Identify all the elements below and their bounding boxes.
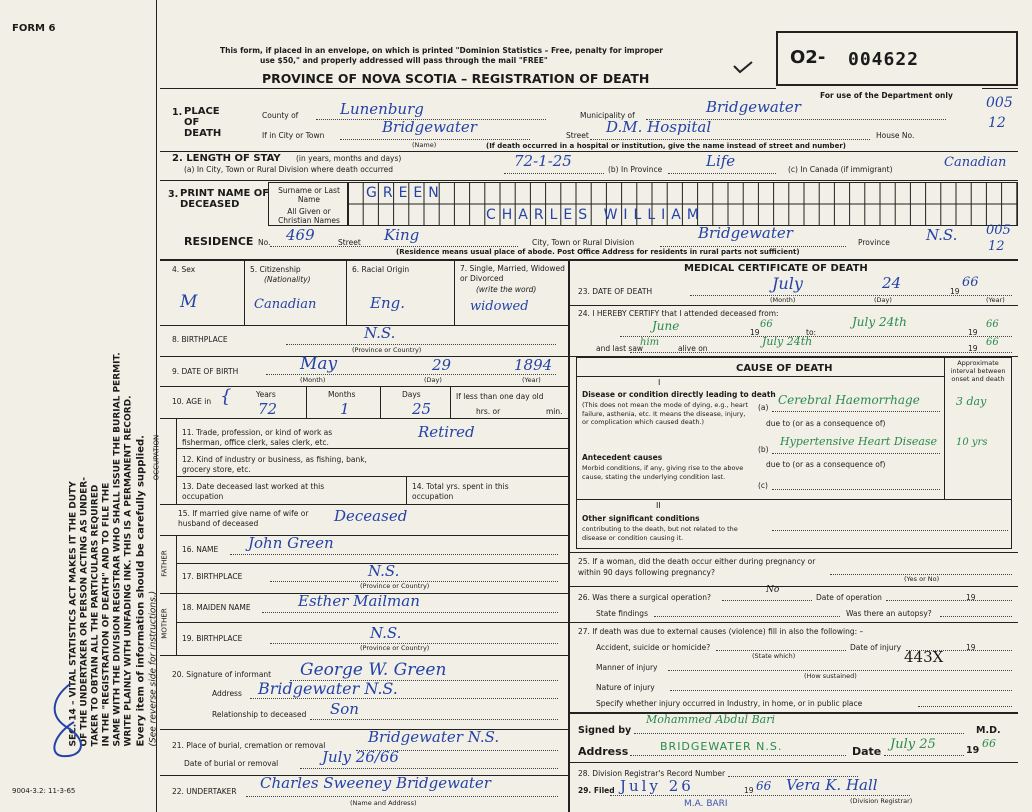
maiden-line [262, 612, 558, 613]
from-yr-prefix: 19 [750, 328, 760, 337]
col-line [380, 386, 381, 418]
cause-b: Hypertensive Heart Disease [780, 435, 938, 448]
municipality-label: Municipality of [580, 111, 635, 120]
direct-note: (This does not mean the mode of dying, e.g., heart failure, asthenia, etc. It means the disease, injury, or complication which caused death.) [582, 401, 749, 426]
cause-a-interval: 3 day [956, 395, 987, 408]
undertaker-line [246, 796, 558, 797]
burial-date: July 26/66 [322, 748, 399, 766]
dod-year-prefix: 19 [950, 287, 960, 296]
county-label: County of [262, 111, 299, 120]
stay-b-line [668, 173, 776, 174]
burial-place-label: 21. Place of burial, cremation or removal [172, 741, 326, 750]
stay-sub: (in years, months and days) [296, 154, 402, 163]
mail-notice-1: This form, if placed in an envelope, on which is printed "Dominion Statistics – Free, penalty for improper [220, 46, 663, 55]
manner-line [668, 670, 1012, 671]
q15-value: Deceased [334, 507, 408, 525]
side-line: OF THE UNDERTAKER OR PERSON ACTING AS UNDER- [79, 477, 90, 747]
cit-value: Canadian [254, 297, 317, 312]
side-line: SEC. 14 – VITAL STATISTICS ACT MAKES IT THE DUTY [68, 481, 79, 747]
occupation-side: OCCUPATION [152, 434, 161, 481]
cause-title: CAUSE OF DEATH [736, 363, 833, 374]
hrs-label: hrs. or [476, 407, 501, 416]
how-sustained: (How sustained) [804, 672, 857, 680]
informant-label: 20. Signature of informant [172, 670, 272, 679]
part-two: II [656, 501, 661, 510]
to-value: July 24th [852, 315, 907, 329]
rule [160, 180, 1018, 181]
dod-year-sub: (Year) [986, 296, 1005, 304]
q13-label: 13. Date deceased last worked at this occupation [182, 482, 325, 501]
house-label: House No. [876, 131, 915, 140]
rule [570, 712, 1018, 714]
col-line [306, 386, 307, 418]
father-name-label: 16. NAME [182, 545, 219, 554]
residence-label: RESIDENCE [184, 235, 254, 248]
sig-year: 66 [982, 737, 996, 750]
cause-b-label: (b) [758, 445, 769, 454]
relationship-label: Relationship to deceased [212, 710, 307, 719]
form-number: FORM 6 [12, 23, 56, 34]
medical-title: MEDICAL CERTIFICATE OF DEATH [684, 263, 868, 274]
last-saw-label: and last saw [596, 344, 644, 353]
filed-year-prefix: 19 [744, 786, 754, 795]
other-line [772, 530, 1008, 531]
res-no: 469 [286, 226, 315, 244]
mail-notice-2: use $50," and properly addressed will pass through the mail "FREE" [260, 56, 548, 65]
months-label: Months [328, 390, 356, 399]
injury-date-label: Date of injury [850, 643, 902, 652]
rule [160, 504, 568, 505]
header-rule [160, 88, 776, 89]
antecedent-note: Morbid conditions, if any, giving rise to the above cause, stating the underlying condition last. [582, 464, 744, 481]
col-line [176, 593, 177, 655]
father-bp-sub: (Province or Country) [360, 582, 430, 590]
filed-label: 29. Filed [578, 786, 615, 795]
cause-c-line [772, 489, 940, 490]
undertaker-sub: (Name and Address) [350, 799, 417, 807]
city-label: If in City or Town [262, 131, 325, 140]
check-mark-icon [732, 60, 754, 74]
rule [160, 151, 1018, 152]
side-line: Every item of information should be carefully supplied. [135, 435, 147, 747]
specify-label: Specify whether injury occurred in Industry, in home, or in public place [596, 699, 863, 708]
rule [570, 305, 1018, 306]
cit-sub: (Nationality) [264, 275, 311, 284]
undertaker-value: Charles Sweeney Bridgewater [260, 774, 491, 792]
alive-line [630, 352, 1012, 353]
birthplace-sub: (Province or Country) [352, 346, 422, 354]
certify-line [620, 336, 1012, 337]
cause-b-interval: 10 yrs [956, 437, 988, 448]
cause-a-label: (a) [758, 403, 769, 412]
informant-addr-label: Address [212, 689, 242, 698]
signed-line [634, 733, 964, 734]
father-bp: N.S. [368, 562, 400, 580]
filed-value: July 26 [620, 777, 694, 795]
sig-date-label: Date [852, 745, 882, 758]
q11-value: Retired [418, 423, 475, 441]
res-no-label: No. [258, 238, 271, 247]
form-title: PROVINCE OF NOVA SCOTIA – REGISTRATION OF DEATH [262, 71, 650, 86]
place-code1: 005 [986, 95, 1013, 111]
sex-label: 4. Sex [172, 265, 196, 274]
birthplace-line [286, 344, 556, 345]
signed-label: Signed by [578, 725, 632, 736]
stay-label: 2. LENGTH OF STAY [172, 153, 281, 164]
dob-label: 9. DATE OF BIRTH [172, 367, 239, 376]
due-to-1: due to (or as a consequence of) [766, 419, 886, 428]
res-province: N.S. [926, 226, 958, 244]
rule [160, 418, 568, 419]
alive-on-label: alive on [678, 344, 708, 353]
registration-number-box [776, 31, 1018, 86]
city-value: Bridgewater [382, 118, 477, 136]
age-days: 25 [412, 400, 432, 418]
name-labels-box [268, 182, 348, 226]
name-sub: (Name) [412, 141, 437, 149]
res-city-line [660, 246, 846, 247]
sig-date: July 25 [890, 737, 936, 752]
cause-c-label: (c) [758, 481, 768, 490]
res-street-label: Street [338, 238, 361, 247]
street-value: D.M. Hospital [606, 118, 712, 136]
marital-value: widowed [470, 299, 529, 314]
rule [570, 622, 1018, 623]
stay-c: Canadian [944, 155, 1007, 170]
dod-day-sub: (Day) [874, 296, 892, 304]
rule [160, 259, 1018, 261]
col-line [406, 476, 407, 504]
other-label: Other significant conditions [582, 514, 700, 523]
side-line: IN THE "REGISTRATION OF DEATH" AND TO FILE THE [101, 482, 112, 747]
q15-label: 15. If married give name of wife or husband of deceased [178, 509, 309, 528]
alive-on-value: July 24th [762, 335, 813, 348]
relationship-value: Son [330, 700, 359, 718]
cit-label: 5. Citizenship [250, 265, 301, 274]
from-yr: 66 [760, 319, 773, 330]
res-city-label: City, Town or Rural Division [532, 238, 635, 247]
side-line: TAKER TO OBTAIN ALL THE PARTICULARS REQUIRED [90, 484, 101, 747]
antecedent-label: Antecedent causes [582, 453, 663, 462]
institution-note: (If death occurred in a hospital or institution, give the name instead of street and number) [486, 142, 846, 150]
county-value: Lunenburg [340, 100, 424, 118]
stay-a-line [504, 173, 604, 174]
alive-yr-prefix: 19 [968, 344, 978, 353]
rule [576, 499, 1012, 500]
margin-handwritten-mark [40, 676, 100, 766]
q25-sub: (Yes or No) [904, 575, 940, 583]
stay-a-label: (a) In City, Town or Rural Division where death occurred [184, 165, 394, 174]
rule [176, 476, 568, 477]
certify-label: 24. I HEREBY CERTIFY that I attended deceased from: [578, 309, 779, 318]
q26-date-label: Date of operation [816, 593, 882, 602]
md-label: M.D. [976, 725, 1001, 736]
street-line [590, 139, 870, 140]
registrar-stamp: M.A. BARI [684, 799, 728, 809]
informant-addr-line [250, 698, 558, 699]
rule [576, 376, 944, 377]
alive-yr: 66 [986, 337, 999, 348]
reg-number: 004622 [848, 49, 920, 70]
sig-addr-label: Address [578, 745, 629, 758]
dept-line [982, 88, 1018, 89]
relationship-line [310, 719, 558, 720]
rule [160, 729, 568, 730]
burial-place: Bridgewater N.S. [368, 728, 500, 746]
q26-line [722, 600, 812, 601]
father-name: John Green [248, 534, 334, 552]
nature-label: Nature of injury [596, 683, 655, 692]
side-line: WRITE PLAINLY WITH UNFADING INK. THIS IS A PERMANENT RECORD. [123, 395, 134, 747]
dod-month-sub: (Month) [770, 296, 796, 304]
dob-year: 1894 [514, 356, 553, 374]
side-line: (See reverse side for instructions.) [148, 590, 159, 747]
col-line [454, 259, 455, 325]
form-code: 9004-3.2: 11-3-65 [12, 787, 76, 795]
mother-side: MOTHER [160, 608, 169, 639]
last-saw-value: him [640, 337, 660, 348]
dob-year-sub: (Year) [522, 376, 541, 384]
burial-date-line [300, 768, 558, 769]
res-street: King [384, 226, 420, 244]
place-code2: 12 [988, 115, 1006, 131]
dod-month: July [772, 274, 803, 293]
cause-a-line [772, 411, 940, 412]
sig-addr: BRIDGEWATER N.S. [660, 740, 783, 753]
findings-label: State findings [596, 609, 648, 618]
racial-value: Eng. [370, 294, 405, 312]
dob-month: May [300, 354, 338, 374]
name-label: PRINT NAME OF DECEASED [180, 188, 270, 210]
to-yr: 66 [986, 319, 999, 330]
age-label: 10. AGE in [172, 397, 212, 406]
accident-line [716, 650, 846, 651]
col-line [346, 259, 347, 325]
name-num: 3. [168, 189, 179, 200]
sig-year-prefix: 19 [966, 745, 980, 756]
min-label: min. [546, 407, 563, 416]
dept-use: For use of the Department only [820, 91, 953, 100]
col-line [244, 259, 245, 325]
dob-day: 29 [432, 356, 452, 374]
informant-signature: George W. Green [300, 660, 447, 680]
given-label: All Given or Christian Names [278, 207, 340, 225]
interval-label: Approximate interval between onset and death [950, 359, 1006, 383]
rule [570, 552, 1018, 553]
age-years: 72 [258, 400, 278, 418]
registrar-name: Vera K. Hall [786, 776, 878, 794]
interval-col [944, 357, 945, 499]
filed-line [610, 795, 910, 796]
given-value: CHARLES WILLIAM [486, 207, 705, 223]
manner-label: Manner of injury [596, 663, 658, 672]
years-label: Years [256, 390, 276, 399]
q11-label: 11. Trade, profession, or kind of work as fisherman, office clerk, sales clerk, etc. [182, 428, 333, 447]
dob-line [266, 374, 556, 375]
father-name-line [230, 554, 558, 555]
dob-month-sub: (Month) [300, 376, 326, 384]
record-number-label: 28. Division Registrar's Record Number [578, 769, 726, 778]
col-line [176, 535, 177, 593]
q26-date-line [886, 600, 1012, 601]
rule [176, 622, 568, 623]
dob-day-sub: (Day) [424, 376, 442, 384]
part-one: I [658, 378, 661, 387]
res-code2: 12 [988, 239, 1005, 254]
informant-addr: Bridgewater N.S. [258, 679, 398, 698]
surname-label: Surname or Last Name [278, 186, 340, 204]
signed-value: Mohammed Abdul Bari [646, 713, 775, 726]
marital-sub: (write the word) [476, 285, 537, 294]
nature-line [670, 690, 1012, 691]
mother-bp: N.S. [370, 624, 402, 642]
direct-label: Disease or condition directly leading to death [582, 390, 776, 399]
birthplace-label: 8. BIRTHPLACE [172, 335, 228, 344]
sig-date-line [884, 755, 964, 756]
mother-bp-sub: (Province or Country) [360, 644, 430, 652]
autopsy-label: Was there an autopsy? [846, 609, 932, 618]
age-months: 1 [340, 400, 350, 418]
res-code1: 005 [986, 223, 1011, 238]
rule [570, 586, 1018, 587]
surname-value: GREEN [366, 185, 445, 201]
from-value: June [652, 319, 680, 333]
age-brace: { [220, 386, 232, 407]
less-day-label: If less than one day old [456, 392, 544, 401]
dod-day: 24 [882, 274, 902, 292]
cause-a: Cerebral Haemorrhage [778, 393, 920, 407]
due-to-2: due to (or as a consequence of) [766, 460, 886, 469]
dod-year: 66 [962, 275, 979, 290]
father-bp-label: 17. BIRTHPLACE [182, 572, 243, 581]
findings-line [654, 616, 840, 617]
registrar-sub: (Division Registrar) [850, 797, 913, 805]
municipality-value: Bridgewater [706, 98, 801, 116]
q12-label: 12. Kind of industry or business, as fishing, bank, grocery store, etc. [182, 455, 367, 474]
rule [160, 535, 568, 536]
injury-year-prefix: 19 [966, 643, 976, 652]
accident-label: Accident, suicide or homicide? [596, 643, 711, 652]
sig-addr-line [630, 755, 846, 756]
to-label: to: [806, 328, 817, 337]
rule [570, 762, 1018, 763]
days-label: Days [402, 390, 421, 399]
sex-value: M [180, 292, 198, 312]
specify-line [918, 706, 1012, 707]
res-note: (Residence means usual place of abode. Post Office Address for residents in rural parts not sufficient) [396, 248, 800, 256]
autopsy-line [940, 616, 1012, 617]
manner-code: 443X [904, 648, 944, 666]
cause-b-line [772, 453, 940, 454]
res-line [270, 246, 518, 247]
col-line [450, 386, 451, 418]
q26-answer: No [766, 585, 780, 595]
burial-date-label: Date of burial or removal [184, 759, 279, 768]
birthplace-value: N.S. [364, 324, 396, 342]
q14-label: 14. Total yrs. spent in this occupation [412, 482, 509, 501]
q26-label: 26. Was there a surgical operation? [578, 593, 711, 602]
father-side: FATHER [160, 550, 169, 577]
dod-label: 23. DATE OF DEATH [578, 287, 653, 296]
res-city: Bridgewater [698, 224, 793, 242]
rule [160, 356, 568, 357]
q27-label: 27. If death was due to external causes (violence) fill in also the following: – [578, 627, 864, 636]
stay-c-label: (c) In Canada (if immigrant) [788, 165, 893, 174]
other-note: contributing to the death, but not related to the disease or condition causing it. [582, 525, 738, 542]
street-label: Street [566, 131, 589, 140]
to-yr-prefix: 19 [968, 328, 978, 337]
res-province-label: Province [858, 238, 890, 247]
side-instructions [68, 187, 161, 747]
side-line: SAME WITH THE DIVISION REGISTRAR WHO SHALL ISSUE THE BURIAL PERMIT. [112, 352, 123, 747]
q25-label: 25. If a woman, did the death occur either during pregnancy or within 90 days following pregnancy? [578, 557, 816, 577]
place-label: PLACE OF DEATH [184, 106, 222, 139]
stay-b: Life [706, 152, 736, 170]
center-divider [568, 259, 570, 812]
rule [176, 448, 568, 449]
marital-label: 7. Single, Married, Widowed or Divorced [460, 264, 565, 283]
city-line [340, 139, 530, 140]
stay-a: 72-1-25 [514, 152, 572, 170]
place-num: 1. [172, 107, 183, 118]
racial-label: 6. Racial Origin [352, 265, 410, 274]
maiden-label: 18. MAIDEN NAME [182, 603, 251, 612]
undertaker-label: 22. UNDERTAKER [172, 787, 237, 796]
reg-prefix: O2- [790, 47, 826, 68]
dod-line [690, 295, 1012, 296]
rule [160, 655, 568, 656]
filed-year: 66 [756, 779, 772, 793]
state-which: (State which) [752, 652, 796, 660]
q26-year-prefix: 19 [966, 593, 976, 602]
maiden-value: Esther Mailman [298, 592, 420, 610]
col-line [176, 418, 177, 504]
mother-bp-label: 19. BIRTHPLACE [182, 634, 243, 643]
stay-b-label: (b) In Province [608, 165, 663, 174]
